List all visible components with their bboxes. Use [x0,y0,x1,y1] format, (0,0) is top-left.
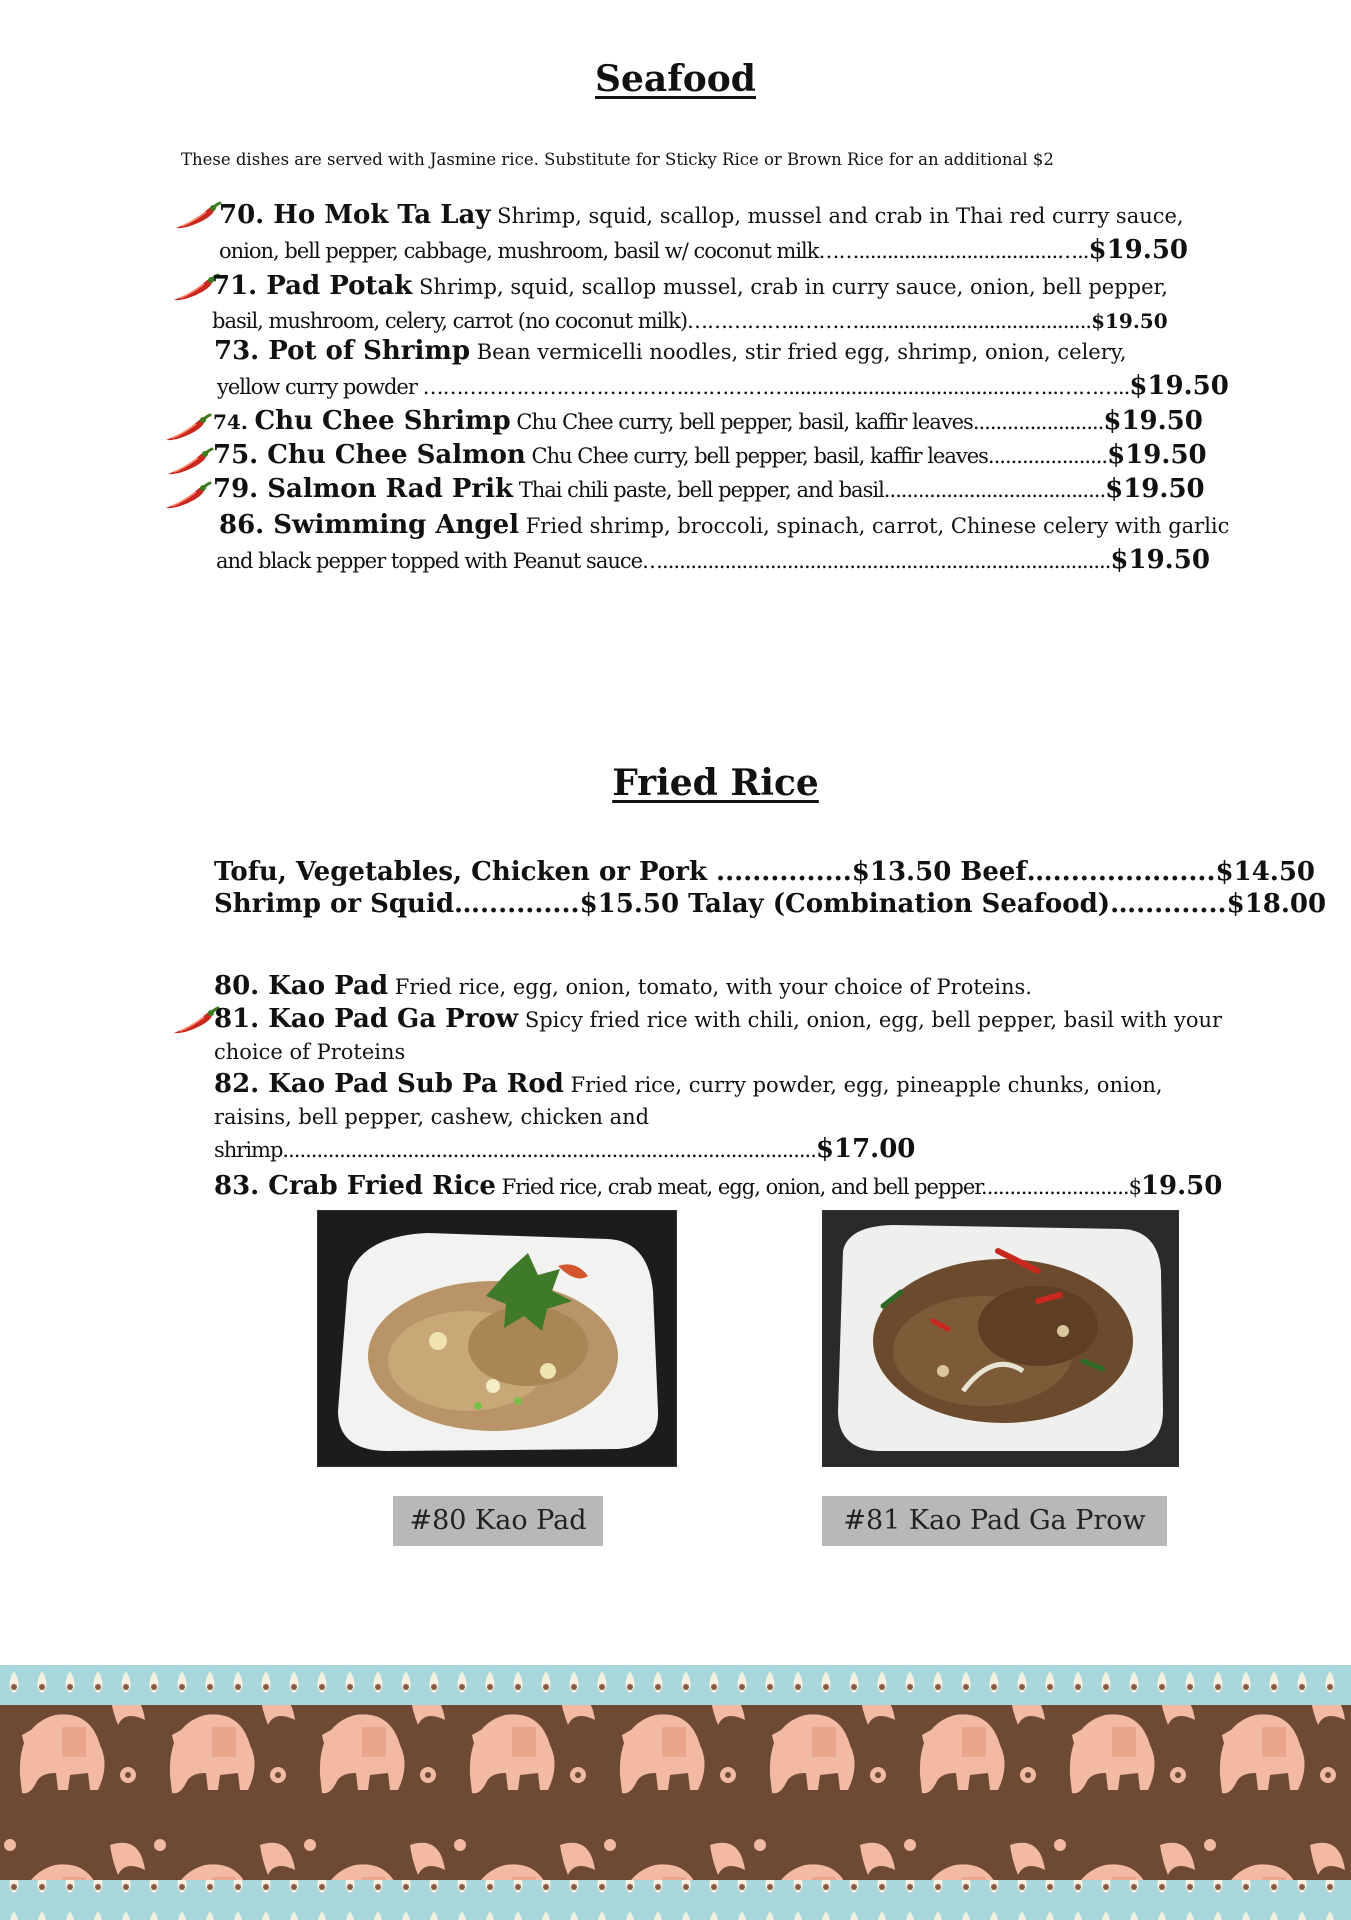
item-desc: Fried rice, curry powder, egg, pineapple chunks, onion, [563,1073,1163,1097]
menu-item-83 [214,1169,1222,1204]
item-desc: Fried rice, egg, onion, tomato, with your choice of Proteins. [388,975,1032,999]
item-desc: Fried shrimp, broccoli, spinach, carrot, Chinese celery with garlic [519,514,1230,538]
menu-item-73 [214,334,1229,404]
price-row: Shrimp or Squid…...........$15.50 Talay (Combination Seafood)…..........$18.00 [214,889,1327,919]
menu-item-80 [214,969,1032,1004]
chili-spicy-icon [172,200,222,232]
item-desc: shrimp.............................................................................................. [214,1138,816,1162]
item-price: $19.50 [1103,406,1203,436]
item-desc: Shrimp, squid, scallop, mussel and crab in Thai red curry sauce, [490,204,1184,228]
item-desc: Fried rice, crab meat, egg, onion, and bell pepper..........................$ [495,1175,1141,1199]
item-name: 82. Kao Pad Sub Pa Rod [214,1069,564,1099]
item-price: 19.50 [1140,1171,1223,1201]
rice-note: These dishes are served with Jasmine rice. Substitute for Sticky Rice or Brown Rice for an additional $2 [181,150,1054,169]
item-price: $19.50 [1105,474,1205,504]
item-name: Chu Chee Shrimp [254,406,511,436]
chili-spicy-icon [170,1005,220,1037]
item-desc: and black pepper topped with Peanut sauce…............................................................................... [216,549,1111,573]
item-name: 73. Pot of Shrimp [214,336,471,366]
item-desc: onion, bell pepper, cabbage, mushroom, basil w/ coconut milk……...................................….. [219,239,1089,263]
item-desc: Bean vermicelli noodles, stir fried egg, shrimp, onion, celery, [470,340,1127,364]
kao-pad-photo [317,1210,677,1467]
seafood-title: Seafood [595,58,756,100]
item-name: 70. Ho Mok Ta Lay [219,200,491,230]
item-name: 79. Salmon Rad Prik [213,474,514,504]
kao-pad-caption: #80 Kao Pad [393,1496,603,1546]
menu-item-81 [214,1003,1222,1068]
item-price: $19.50 [1088,235,1189,265]
item-desc: Thai chili paste, bell pepper, and basil....................................... [513,478,1106,502]
item-price: $19.50 [1091,309,1168,333]
menu-item-82 [214,1068,1163,1166]
item-desc: raisins, bell pepper, cashew, chicken and [214,1105,650,1129]
item-name: 75. Chu Chee Salmon [213,440,526,470]
item-number: 74. [213,410,248,434]
item-desc: Chu Chee curry, bell pepper, basil, kaffir leaves....................... [510,410,1104,434]
menu-item-86 [216,508,1230,578]
decorative-elephant-border [0,1665,1351,1920]
price-row: Tofu, Vegetables, Chicken or Pork ...............$13.50 Beef…..................$14.50 [214,857,1316,887]
kao-pad-ga-prow-photo [822,1210,1179,1467]
item-name: 83. Crab Fried Rice [214,1171,496,1201]
menu-item-75 [213,438,1207,473]
chili-spicy-icon [164,446,214,478]
item-desc: basil, mushroom, celery, carrot (no coconut milk)……………..………......................................... [212,309,1092,333]
chili-spicy-icon [162,412,212,444]
item-desc: Shrimp, squid, scallop mussel, crab in curry sauce, onion, bell pepper, [412,275,1168,299]
kao-pad-ga-prow-caption: #81 Kao Pad Ga Prow [822,1496,1167,1546]
menu-item-70 [219,198,1188,268]
fried-rice-protein-prices [214,857,1326,919]
fried-rice-title: Fried Rice [612,762,819,804]
item-name: 71. Pad Potak [212,271,413,301]
item-price: $17.00 [815,1134,916,1164]
menu-item-79 [213,472,1205,507]
item-desc: Chu Chee curry, bell pepper, basil, kaffir leaves..................... [525,444,1108,468]
item-desc: choice of Proteins [214,1040,406,1064]
item-name: 86. Swimming Angel [219,510,520,540]
menu-item-71 [212,269,1168,338]
chili-spicy-icon [162,480,212,512]
item-name: 81. Kao Pad Ga Prow [214,1004,519,1034]
menu-item-74 [213,404,1203,439]
item-price: $19.50 [1107,440,1207,470]
item-desc: yellow curry powder ………………………………….……………..........................................…..……….. [217,375,1130,399]
item-price: $19.50 [1110,545,1210,575]
item-name: 80. Kao Pad [214,971,389,1001]
item-price: $19.50 [1129,371,1229,401]
item-desc: Spicy fried rice with chili, onion, egg, bell pepper, basil with your [518,1008,1223,1032]
